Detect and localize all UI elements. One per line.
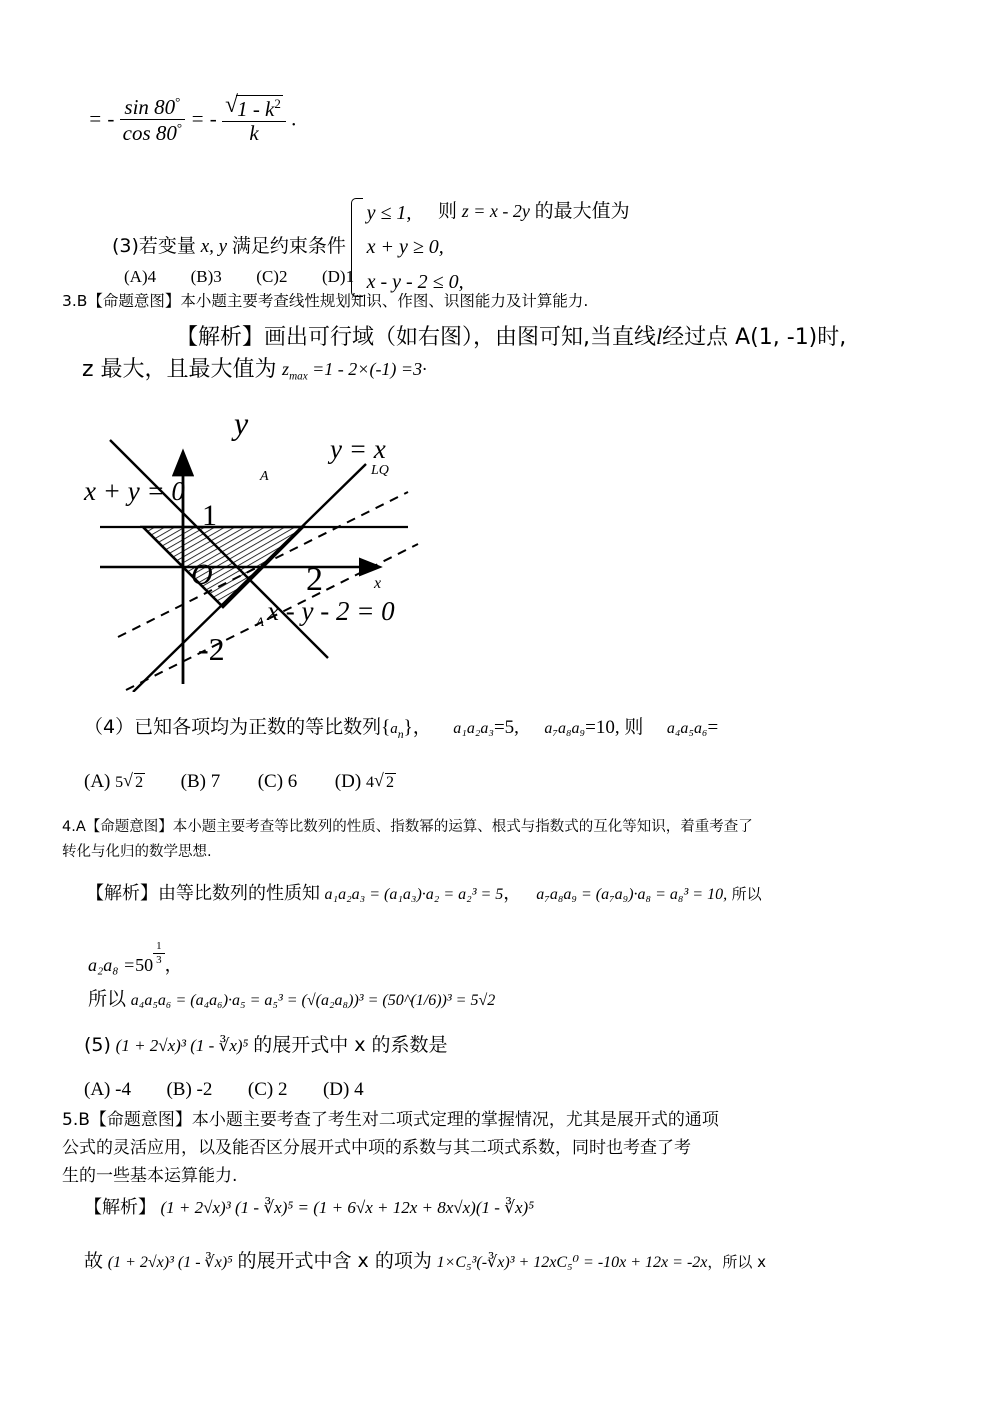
q5-analysis-label: 【解析】: [84, 1197, 156, 1218]
q3-variables: x, y: [200, 235, 228, 257]
q5-final-prefix: 故: [84, 1250, 104, 1272]
q5-option-a[interactable]: (A) -4: [84, 1079, 131, 1100]
q4-seq-open: {: [381, 717, 391, 738]
q5-number: (5): [84, 1034, 111, 1056]
q4-answer-intent-line-1: 4.A【命题意图】本小题主要考查等比数列的性质、指数幂的运算、根式与指数式的互化等知识，着重考查了: [62, 819, 753, 835]
fraction-numerator-sin: sin 80°: [120, 95, 185, 120]
label-x-plus-y-equals-0: x + y = 0: [84, 476, 185, 506]
q4-analysis-line: [86, 884, 762, 903]
q5-final-mid: 的展开式中含 x 的项为: [237, 1250, 432, 1272]
question-5-stem: [84, 1036, 448, 1055]
q4-option-b[interactable]: (B) 7: [180, 771, 221, 792]
question-4-stem: [84, 718, 718, 741]
q3-analysis-text-2: 经过点 A(1, -1)时,: [662, 325, 847, 350]
constraint-1: y ≤ 1,: [366, 202, 412, 224]
y-tick-label-1: 1: [202, 499, 217, 532]
q3-answer-intent-line: 3.B【命题意图】本小题主要考查线性规划知识、作图、识图能力及计算能力.: [62, 292, 589, 310]
q3-objective: z = x - 2y: [461, 201, 530, 221]
q4-stem-1: 已知各项均为正数的等比数列: [134, 716, 382, 738]
q4-conclusion-line: [88, 990, 495, 1009]
q4-seq-sym: a: [390, 721, 398, 737]
trig-identity-line: [88, 91, 297, 145]
q3-stem-mid: 满足约束条件: [231, 234, 346, 257]
q5-answer-intent-line-2: 公式的灵活应用，以及能否区分展开式中项的系数与其二项式系数，同时也考查了考: [62, 1138, 691, 1158]
x-tick-label-2: 2: [306, 561, 323, 598]
graph-svg: [78, 392, 468, 692]
q4-answer-intent-line-2: 转化与化归的数学思想.: [62, 844, 212, 860]
q3-option-a[interactable]: (A)4: [124, 267, 157, 286]
q4-suoyi: 所以: [88, 988, 127, 1010]
q3-number: (3): [112, 234, 139, 257]
label-lq: LQ: [371, 463, 389, 478]
q4-formula-d: a₄a₅a₆ = (a₄a₆)·a₅ = a₅³ = (√(a₂a₈))³ = (50^(1/6))³ = 5√2: [130, 992, 496, 1009]
q4-seq-sub: n: [397, 727, 404, 741]
q5-analysis-line: [84, 1198, 534, 1217]
q4-then: 则: [624, 716, 644, 738]
y-tick-label-neg2: -2: [198, 631, 225, 667]
q5-final-formula: 1×C₅³(-∛x)³ + 12xC₅⁰ = -10x + 12x = -2x: [436, 1254, 708, 1271]
q4-options: [84, 769, 396, 792]
label-point-A: A: [256, 614, 264, 629]
constraint-3: x - y - 2 ≤ 0,: [366, 270, 464, 293]
q4-comma-1: ，: [412, 716, 432, 738]
q3-analysis-text-1: 画出可行域（如右图），由图可知,当直线: [264, 325, 657, 350]
fraction-numerator-sqrt: [222, 91, 286, 122]
sqrt-over-k-fraction: [222, 91, 286, 145]
q4-analysis-text: 由等比数列的性质知: [158, 883, 320, 904]
q4-a2a8-tail: ，: [164, 955, 183, 976]
sin-cos-fraction: [120, 95, 185, 144]
q4-product-2-eq: =10,: [585, 717, 620, 738]
q4-a2a8-base: 50: [135, 955, 154, 975]
feasible-region-graph: [78, 392, 468, 692]
trig-eq-mid: = -: [190, 106, 217, 131]
q4-product-1: a₁a₂a₃: [453, 720, 494, 737]
q4-a2a8-lhs: a₂a₈ =: [88, 955, 136, 975]
q4-formula-a: a₁a₂a₃ = (a₁a₃)·a₂ = a₂³ = 5: [324, 886, 504, 903]
q5-analysis-formula: (1 + 2√x)³ (1 - ∛x)⁵ = (1 + 6√x + 12x + 8x√x)(1 - ∛x)⁵: [160, 1198, 535, 1217]
label-y-equals-x: y = x: [330, 434, 386, 464]
q5-final-expression: (1 + 2√x)³ (1 - ∛x)⁵: [107, 1254, 233, 1271]
q5-final-line: [84, 1252, 766, 1271]
q4-a2a8-line: [88, 942, 183, 975]
square-root-icon: √ $1 - k^2$: [225, 91, 281, 121]
q3-analysis-text-3: z 最大，且最大值为: [82, 357, 277, 382]
q3-option-b[interactable]: (B)3: [190, 267, 222, 286]
q4-exponent-one-third: $\frac{1}{3}$: [153, 941, 165, 966]
q3-line-symbol: l: [656, 324, 663, 349]
q3-objective-phrase: [438, 202, 630, 221]
q3-analysis-label: 【解析】: [176, 325, 265, 350]
fraction-denominator-k: k: [249, 120, 259, 145]
q3-analysis-line-1: [176, 326, 846, 349]
trig-period: .: [291, 106, 297, 131]
q5-option-b[interactable]: (B) -2: [166, 1079, 213, 1100]
label-region-A-upper: A: [260, 469, 269, 484]
constraint-2: x + y ≥ 0,: [366, 236, 444, 259]
q4-formula-b: a₇a₈a₉ = (a₇a₉)·a₈ = a₈³ = 10,: [536, 886, 728, 903]
fraction-denominator-cos: cos 80°: [122, 119, 183, 145]
q3-stem-suffix: 的最大值为: [534, 200, 630, 222]
q4-product-2: a₇a₈a₉: [544, 720, 586, 737]
q4-product-3-eq: =: [707, 717, 719, 738]
q5-option-d[interactable]: (D) 4: [322, 1079, 364, 1100]
q4-formula-b-tail: 所以: [731, 885, 762, 903]
y-axis-label: y: [234, 405, 249, 441]
q3-stem-prefix: 若变量: [138, 234, 196, 257]
q4-option-c[interactable]: (C) 6: [257, 771, 298, 792]
q4-option-d[interactable]: (D) 4 √ 2: [334, 769, 394, 792]
q5-options: [84, 1080, 364, 1099]
zmax-expression: $z_{max} =1 - 2\times(-1) =3\cdot$: [282, 358, 427, 383]
q3-option-c[interactable]: (C)2: [256, 267, 288, 286]
q3-then: 则: [438, 200, 458, 222]
label-x-minus-y-minus-2-equals-0: x - y - 2 = 0: [267, 596, 395, 626]
origin-label: O: [191, 558, 213, 591]
x-axis-label: x: [374, 575, 382, 592]
q5-option-c[interactable]: (C) 2: [247, 1079, 288, 1100]
q4-option-a[interactable]: (A) 5 √ 2: [84, 769, 144, 792]
q4-number: （4）: [84, 716, 135, 738]
trig-eq-lead: = -: [88, 106, 115, 131]
q4-formula-a-comma: ，: [503, 883, 522, 904]
q4-product-1-eq: =5,: [493, 717, 519, 738]
q5-answer-intent-line-1: 5.B【命题意图】本小题主要考查了考生对二项式定理的掌握情况，尤其是展开式的通项: [62, 1110, 719, 1130]
q5-final-suffix: ，所以 x: [707, 1253, 767, 1271]
q4-seq-close: }: [403, 717, 413, 738]
q3-analysis-line-2: [82, 358, 427, 382]
q3-options: [124, 268, 354, 285]
q4-product-3: a₄a₅a₆: [666, 720, 708, 737]
q4-analysis-label: 【解析】: [86, 883, 158, 904]
q5-expression: (1 + 2√x)³ (1 - ∛x)⁵: [115, 1036, 249, 1055]
q3-option-d[interactable]: (D)1: [321, 267, 355, 286]
q5-answer-intent-line-3: 生的一些基本运算能力.: [62, 1166, 238, 1186]
q5-stem-suffix: 的展开式中 x 的系数是: [253, 1034, 448, 1056]
